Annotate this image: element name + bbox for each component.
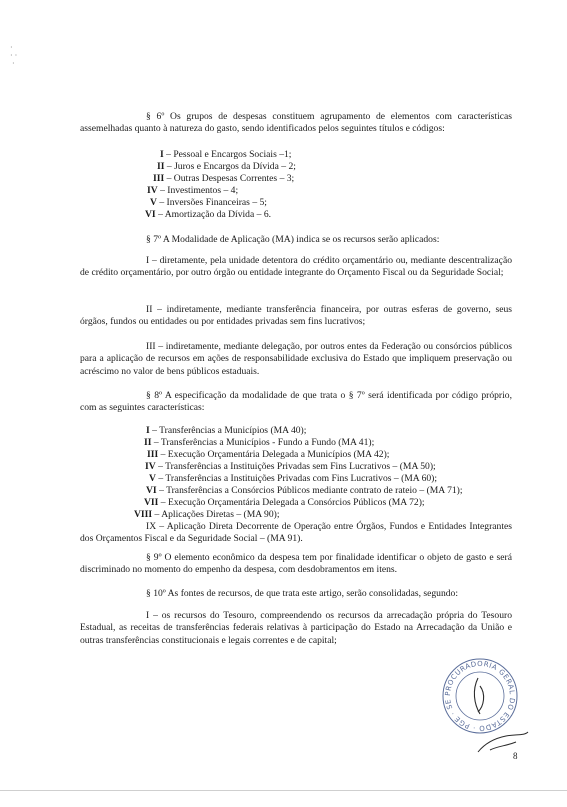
paragraph-6 bbox=[80, 111, 512, 136]
page-number: 8 bbox=[513, 751, 518, 761]
paragraph-7-item-iii: III – indiretamente, mediante delegação, por outros entes da Federação ou consórcios públicos para a aplicação de recursos em ações de responsabilidade exclusiva do Estado que impliquem preservação ou acréscimo no valor de bens públicos estaduais. bbox=[80, 341, 512, 377]
paragraph-7: § 7º A Modalidade de Aplicação (MA) indica se os recursos serão aplicados: bbox=[146, 234, 440, 245]
stamp-text: PROCURADORIA GERAL DO ESTADO · PGE · SE bbox=[443, 659, 517, 733]
modality-item: III – Execução Orçamentária Delegada a Municípios (MA 42); bbox=[147, 449, 390, 460]
paragraph-8: § 8º A especificação da modalidade de que trata o § 7º será identificada por código próprio, com as seguintes características: bbox=[80, 390, 512, 414]
group-item: V – Inversões Financeiras – 5; bbox=[150, 197, 267, 208]
paragraph-10: § 10º As fontes de recursos, de que trata este artigo, serão consolidadas, segundo: bbox=[146, 588, 459, 599]
group-item: I – Pessoal e Encargos Sociais –1; bbox=[160, 149, 292, 160]
group-item: IV – Investimentos – 4; bbox=[147, 185, 239, 196]
group-item: II – Juros e Encargos da Dívida – 2; bbox=[157, 161, 296, 172]
modality-item: VIII – Aplicações Diretas – (MA 90); bbox=[134, 509, 280, 520]
group-item: III – Outras Despesas Correntes – 3; bbox=[153, 173, 295, 184]
modality-item: I – Transferências a Municípios (MA 40); bbox=[146, 425, 307, 436]
modality-item: V – Transferências a Instituições Privadas com Fins Lucrativos – (MA 60); bbox=[149, 473, 438, 484]
paragraph-9: § 9º O elemento econômico da despesa tem por finalidade identificar o objeto de gasto e será discriminado no momento do empenho da despesa, com desdobramentos em itens. bbox=[80, 552, 512, 576]
group-item: VI – Amortização da Dívida – 6. bbox=[145, 209, 272, 220]
svg-text:PROCURADORIA GERAL DO ESTADO · bbox=[440, 656, 516, 732]
paragraph-10-item-i: I – os recursos do Tesouro, compreendendo os recursos da arrecadação própria do Tesouro Estadual, as receitas de transferências federais relativas à participação do Estado na Arrecadação da União e outras transferências constitucionais e legais correntes e de capital; bbox=[80, 610, 512, 646]
modality-item: IV – Transferências a Instituições Privadas sem Fins Lucrativos – (MA 50); bbox=[145, 461, 436, 472]
footer-rule bbox=[0, 790, 567, 791]
paragraph-6-text: § 6º Os grupos de despesas constituem agrupamento de elementos com características assemelhadas quanto à natureza do gasto, sendo identificados pelos seguintes títulos e códigos: bbox=[80, 111, 512, 135]
modality-item-ix: IX – Aplicação Direta Decorrente de Operação entre Órgãos, Fundos e Entidades Integrantes dos Orçamentos Fiscal e da Seguridade Social – (MA 91). bbox=[80, 521, 512, 545]
modality-item: VI – Transferências a Consórcios Públicos mediante contrato de rateio – (MA 71); bbox=[146, 485, 463, 496]
handwritten-signature bbox=[472, 724, 532, 760]
modality-item: II – Transferências a Municípios - Fundo a Fundo (MA 41); bbox=[144, 437, 375, 448]
modality-item: VII – Execução Orçamentária Delegada a Consórcios Públicos (MA 72); bbox=[144, 497, 425, 508]
paragraph-7-item-i: I – diretamente, pela unidade detentora do crédito orçamentário ou, mediante descentralização de crédito orçamentário, por outro órgão ou entidade integrante do Orçamento Fiscal ou da Seguridade Social; bbox=[80, 255, 512, 279]
scan-marks: · · · · bbox=[10, 43, 18, 68]
paragraph-7-item-ii: II – indiretamente, mediante transferência financeira, por outras esferas de governo, seus órgãos, fundos ou entidades ou por entidades privadas sem fins lucrativos; bbox=[80, 304, 512, 328]
